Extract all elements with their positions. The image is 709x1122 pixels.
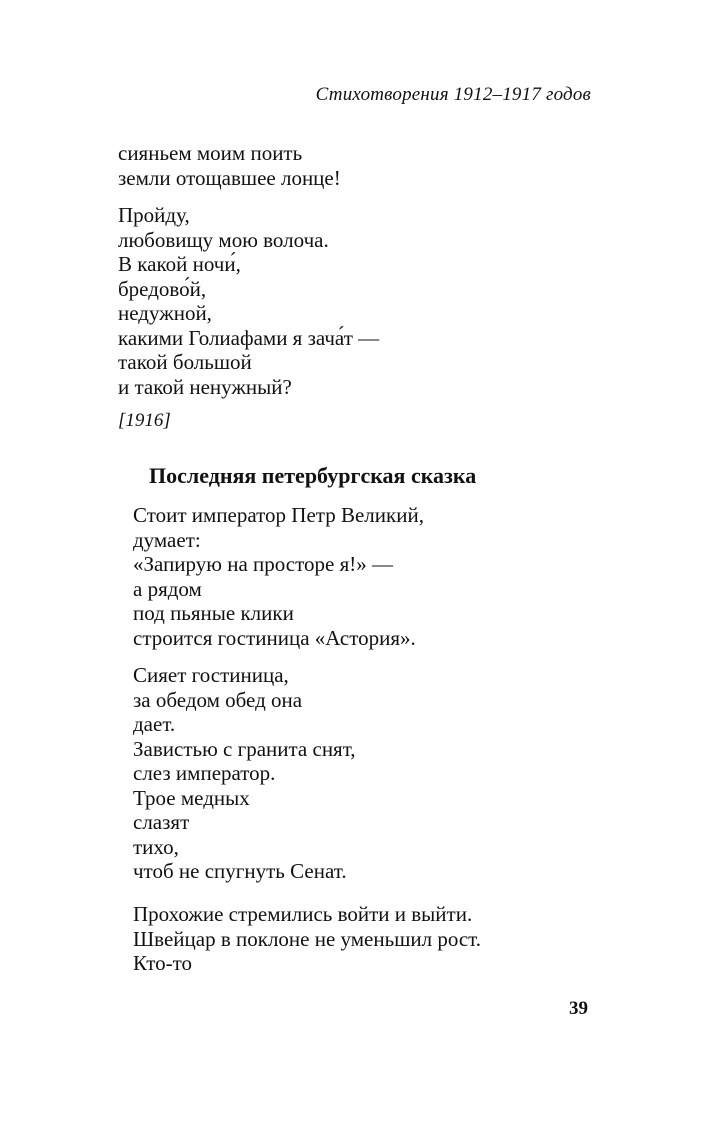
poem-title: Последняя петербургская сказка <box>149 463 477 488</box>
verse-line: а рядом <box>133 576 202 601</box>
verse-line: думает: <box>133 527 201 552</box>
verse-line: Трое медных <box>133 785 250 810</box>
verse-line: слазят <box>133 810 190 834</box>
poem2-stanza-2 <box>133 663 356 884</box>
verse-line: дает. <box>133 712 176 736</box>
verse-line: Швейцар в поклоне не уменьшил рост. <box>133 926 482 951</box>
poem1-stanza-1 <box>118 141 341 190</box>
verse-line: такой большой <box>118 350 252 374</box>
poem-date: [1916] <box>118 410 171 431</box>
poem1-stanza-2 <box>118 203 379 399</box>
verse-line: В какой ночи́, <box>118 252 241 276</box>
verse-line: какими Голиафами я зача́т — <box>118 325 380 350</box>
verse-line: любовищу мою волоча. <box>118 227 329 252</box>
verse-line: недужной, <box>118 301 212 325</box>
verse-line: бредово́й, <box>118 276 207 301</box>
verse-line: слез император. <box>133 761 276 785</box>
verse-line: земли отощавшее лонце! <box>118 165 341 190</box>
poem2-stanza-1 <box>133 503 424 650</box>
verse-line: Сияет гостиница, <box>133 663 289 687</box>
verse-line: тихо, <box>133 834 179 859</box>
verse-line: Стоит император Петр Великий, <box>133 503 424 527</box>
poem2-stanza-3 <box>133 902 481 976</box>
verse-line: чтоб не спугнуть Сенат. <box>133 859 347 883</box>
running-head: Стихотворения 1912–1917 годов <box>315 84 591 105</box>
verse-line: и такой ненужный? <box>118 374 292 399</box>
verse-line: Кто-то <box>133 951 193 975</box>
verse-line: за обедом обед она <box>133 687 303 712</box>
verse-line: сияньем моим поить <box>118 141 303 165</box>
verse-line: строится гостиница «Астория». <box>133 625 416 650</box>
verse-line: Прохожие стремились войти и выйти. <box>133 902 473 926</box>
verse-line: «Запирую на просторе я!» — <box>133 552 393 576</box>
page-number: 39 <box>569 998 588 1019</box>
verse-line: Пройду, <box>118 203 190 227</box>
verse-line: Завистью с гранита снят, <box>133 736 356 761</box>
verse-line: под пьяные клики <box>133 601 294 625</box>
